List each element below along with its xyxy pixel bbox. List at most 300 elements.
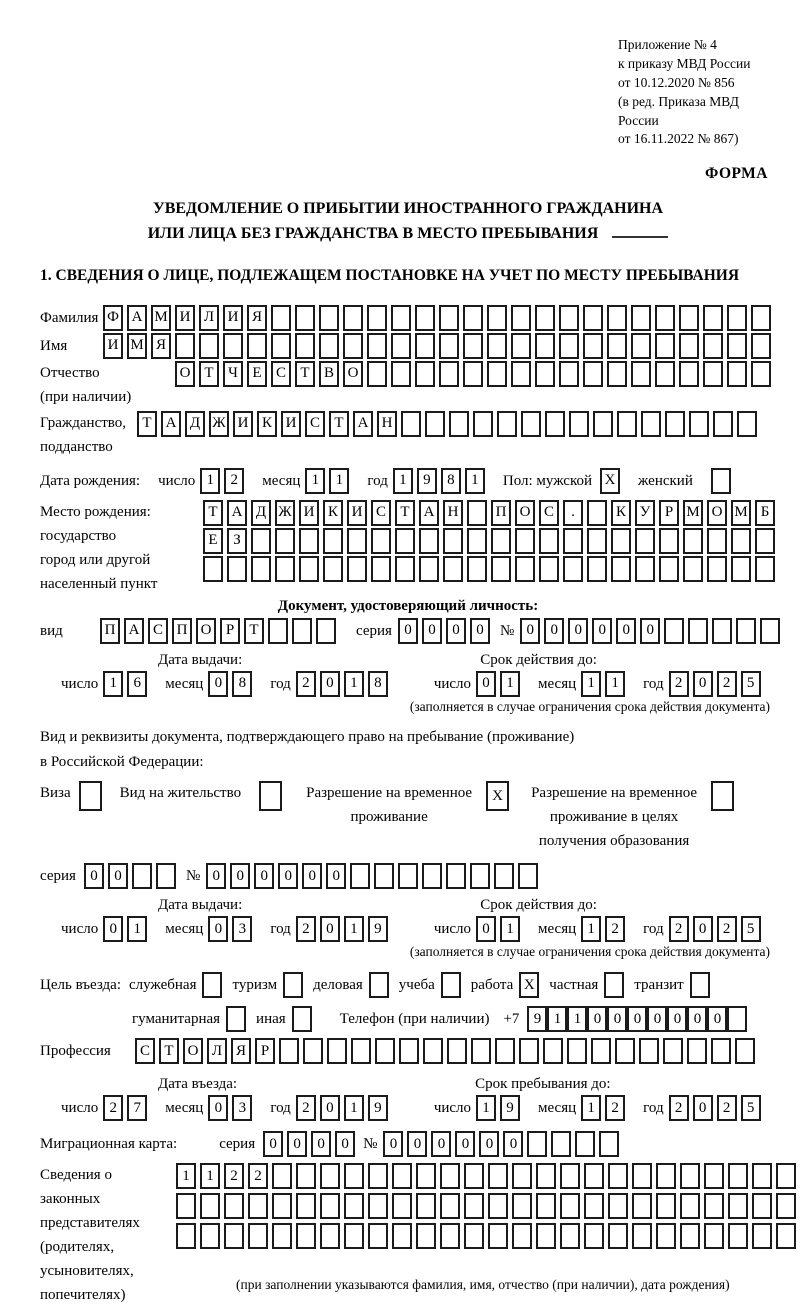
purpose-checkbox-private[interactable] xyxy=(604,972,624,998)
char-box[interactable]: Е xyxy=(247,361,267,387)
char-box[interactable]: 0 xyxy=(476,916,496,942)
char-box[interactable] xyxy=(292,618,312,644)
char-box[interactable] xyxy=(200,1193,220,1219)
char-box[interactable] xyxy=(203,556,223,582)
char-box[interactable]: 0 xyxy=(627,1006,647,1032)
purpose-checkbox-other[interactable] xyxy=(292,1006,312,1032)
char-box[interactable]: А xyxy=(127,305,147,331)
char-box[interactable]: Н xyxy=(377,411,397,437)
char-box[interactable]: И xyxy=(347,500,367,526)
char-box[interactable] xyxy=(587,528,607,554)
char-box[interactable] xyxy=(132,863,152,889)
char-box[interactable] xyxy=(545,411,565,437)
char-box[interactable] xyxy=(295,333,315,359)
char-box[interactable] xyxy=(551,1131,571,1157)
char-box[interactable] xyxy=(374,863,394,889)
char-box[interactable] xyxy=(391,361,411,387)
char-box[interactable] xyxy=(176,1193,196,1219)
char-box[interactable] xyxy=(776,1163,796,1189)
char-box[interactable] xyxy=(371,528,391,554)
char-box[interactable]: 1 xyxy=(200,468,220,494)
char-box[interactable] xyxy=(641,411,661,437)
char-box[interactable] xyxy=(395,528,415,554)
char-box[interactable]: Т xyxy=(137,411,157,437)
char-box[interactable]: 2 xyxy=(103,1095,123,1121)
char-box[interactable]: 2 xyxy=(296,916,316,942)
char-box[interactable] xyxy=(521,411,541,437)
char-box[interactable] xyxy=(367,305,387,331)
char-box[interactable]: Т xyxy=(244,618,264,644)
char-box[interactable] xyxy=(464,1163,484,1189)
char-box[interactable]: Т xyxy=(395,500,415,526)
char-box[interactable] xyxy=(371,556,391,582)
char-box[interactable]: 1 xyxy=(344,916,364,942)
char-box[interactable] xyxy=(664,618,684,644)
char-box[interactable]: 1 xyxy=(476,1095,496,1121)
char-box[interactable] xyxy=(368,1223,388,1249)
char-box[interactable] xyxy=(735,1038,755,1064)
char-box[interactable] xyxy=(344,1163,364,1189)
char-box[interactable]: 2 xyxy=(224,1163,244,1189)
char-box[interactable]: 0 xyxy=(667,1006,687,1032)
char-box[interactable]: 1 xyxy=(176,1163,196,1189)
char-box[interactable] xyxy=(487,333,507,359)
char-box[interactable] xyxy=(656,1223,676,1249)
char-box[interactable] xyxy=(707,556,727,582)
char-box[interactable] xyxy=(655,333,675,359)
char-box[interactable] xyxy=(319,333,339,359)
char-box[interactable] xyxy=(443,556,463,582)
char-box[interactable] xyxy=(703,305,723,331)
char-box[interactable] xyxy=(593,411,613,437)
rvp-education-checkbox[interactable] xyxy=(711,781,734,811)
char-box[interactable]: К xyxy=(323,500,343,526)
char-box[interactable] xyxy=(344,1223,364,1249)
char-box[interactable] xyxy=(463,361,483,387)
char-box[interactable] xyxy=(707,528,727,554)
char-box[interactable]: Т xyxy=(295,361,315,387)
char-box[interactable]: 2 xyxy=(669,916,689,942)
char-box[interactable] xyxy=(463,305,483,331)
char-box[interactable]: 0 xyxy=(544,618,564,644)
char-box[interactable] xyxy=(539,556,559,582)
char-box[interactable] xyxy=(491,556,511,582)
char-box[interactable] xyxy=(655,305,675,331)
char-box[interactable] xyxy=(368,1193,388,1219)
char-box[interactable] xyxy=(587,500,607,526)
char-box[interactable] xyxy=(635,556,655,582)
char-box[interactable] xyxy=(683,556,703,582)
char-box[interactable] xyxy=(463,333,483,359)
char-box[interactable] xyxy=(473,411,493,437)
char-box[interactable]: Р xyxy=(659,500,679,526)
char-box[interactable] xyxy=(323,556,343,582)
char-box[interactable] xyxy=(687,1038,707,1064)
char-box[interactable]: 8 xyxy=(368,671,388,697)
char-box[interactable]: М xyxy=(127,333,147,359)
char-box[interactable]: Е xyxy=(203,528,223,554)
char-box[interactable] xyxy=(728,1223,748,1249)
char-box[interactable] xyxy=(615,1038,635,1064)
char-box[interactable]: И xyxy=(103,333,123,359)
char-box[interactable]: 1 xyxy=(500,916,520,942)
char-box[interactable] xyxy=(683,528,703,554)
char-box[interactable] xyxy=(375,1038,395,1064)
char-box[interactable] xyxy=(608,1163,628,1189)
char-box[interactable]: П xyxy=(172,618,192,644)
char-box[interactable] xyxy=(663,1038,683,1064)
char-box[interactable] xyxy=(631,333,651,359)
visa-checkbox[interactable] xyxy=(79,781,102,811)
char-box[interactable] xyxy=(584,1223,604,1249)
char-box[interactable] xyxy=(751,361,771,387)
char-box[interactable]: 0 xyxy=(607,1006,627,1032)
char-box[interactable] xyxy=(296,1193,316,1219)
char-box[interactable] xyxy=(575,1131,595,1157)
char-box[interactable] xyxy=(415,361,435,387)
char-box[interactable] xyxy=(399,1038,419,1064)
char-box[interactable]: 1 xyxy=(581,1095,601,1121)
char-box[interactable] xyxy=(704,1223,724,1249)
char-box[interactable] xyxy=(655,361,675,387)
char-box[interactable] xyxy=(567,1038,587,1064)
char-box[interactable] xyxy=(320,1163,340,1189)
char-box[interactable] xyxy=(737,411,757,437)
char-box[interactable] xyxy=(731,556,751,582)
char-box[interactable]: 1 xyxy=(567,1006,587,1032)
char-box[interactable]: 1 xyxy=(103,671,123,697)
char-box[interactable]: 2 xyxy=(605,1095,625,1121)
char-box[interactable] xyxy=(279,1038,299,1064)
char-box[interactable]: А xyxy=(161,411,181,437)
char-box[interactable] xyxy=(665,411,685,437)
purpose-checkbox-tourism[interactable] xyxy=(283,972,303,998)
char-box[interactable] xyxy=(392,1163,412,1189)
char-box[interactable]: 0 xyxy=(446,618,466,644)
char-box[interactable]: 0 xyxy=(278,863,298,889)
char-box[interactable]: М xyxy=(151,305,171,331)
char-box[interactable] xyxy=(395,556,415,582)
char-box[interactable]: 9 xyxy=(527,1006,547,1032)
char-box[interactable] xyxy=(559,333,579,359)
char-box[interactable] xyxy=(425,411,445,437)
char-box[interactable]: А xyxy=(419,500,439,526)
char-box[interactable]: 2 xyxy=(296,1095,316,1121)
char-box[interactable]: Т xyxy=(159,1038,179,1064)
char-box[interactable]: 0 xyxy=(84,863,104,889)
char-box[interactable] xyxy=(392,1223,412,1249)
char-box[interactable] xyxy=(704,1193,724,1219)
char-box[interactable] xyxy=(611,556,631,582)
char-box[interactable] xyxy=(368,1163,388,1189)
char-box[interactable] xyxy=(752,1223,772,1249)
char-box[interactable] xyxy=(271,305,291,331)
char-box[interactable] xyxy=(416,1193,436,1219)
char-box[interactable] xyxy=(248,1223,268,1249)
char-box[interactable]: 0 xyxy=(707,1006,727,1032)
char-box[interactable]: 8 xyxy=(441,468,461,494)
char-box[interactable] xyxy=(175,333,195,359)
char-box[interactable] xyxy=(350,863,370,889)
char-box[interactable]: 2 xyxy=(717,916,737,942)
char-box[interactable]: 1 xyxy=(547,1006,567,1032)
char-box[interactable] xyxy=(512,1223,532,1249)
char-box[interactable]: Д xyxy=(251,500,271,526)
char-box[interactable] xyxy=(439,305,459,331)
char-box[interactable] xyxy=(487,361,507,387)
char-box[interactable]: К xyxy=(257,411,277,437)
char-box[interactable]: В xyxy=(319,361,339,387)
char-box[interactable] xyxy=(491,528,511,554)
char-box[interactable]: М xyxy=(683,500,703,526)
char-box[interactable] xyxy=(563,528,583,554)
char-box[interactable] xyxy=(536,1163,556,1189)
char-box[interactable]: 0 xyxy=(693,916,713,942)
char-box[interactable] xyxy=(488,1163,508,1189)
char-box[interactable]: 1 xyxy=(581,671,601,697)
char-box[interactable] xyxy=(536,1223,556,1249)
char-box[interactable] xyxy=(464,1223,484,1249)
char-box[interactable] xyxy=(224,1223,244,1249)
char-box[interactable] xyxy=(446,863,466,889)
char-box[interactable] xyxy=(563,556,583,582)
char-box[interactable]: 9 xyxy=(417,468,437,494)
char-box[interactable] xyxy=(608,1223,628,1249)
char-box[interactable]: А xyxy=(227,500,247,526)
char-box[interactable] xyxy=(470,863,490,889)
char-box[interactable] xyxy=(680,1163,700,1189)
char-box[interactable] xyxy=(416,1223,436,1249)
char-box[interactable] xyxy=(494,863,514,889)
char-box[interactable]: 7 xyxy=(127,1095,147,1121)
char-box[interactable] xyxy=(512,1163,532,1189)
char-box[interactable]: 0 xyxy=(587,1006,607,1032)
char-box[interactable]: П xyxy=(100,618,120,644)
char-box[interactable]: О xyxy=(196,618,216,644)
char-box[interactable] xyxy=(536,1193,556,1219)
char-box[interactable] xyxy=(727,305,747,331)
char-box[interactable] xyxy=(703,361,723,387)
char-box[interactable] xyxy=(632,1163,652,1189)
char-box[interactable]: 5 xyxy=(741,671,761,697)
char-box[interactable]: Р xyxy=(255,1038,275,1064)
char-box[interactable] xyxy=(419,528,439,554)
char-box[interactable]: 0 xyxy=(254,863,274,889)
char-box[interactable] xyxy=(689,411,709,437)
char-box[interactable] xyxy=(440,1163,460,1189)
char-box[interactable]: С xyxy=(539,500,559,526)
char-box[interactable]: 1 xyxy=(581,916,601,942)
char-box[interactable]: И xyxy=(175,305,195,331)
char-box[interactable]: Я xyxy=(151,333,171,359)
char-box[interactable]: Я xyxy=(231,1038,251,1064)
char-box[interactable] xyxy=(728,1163,748,1189)
char-box[interactable]: 1 xyxy=(344,1095,364,1121)
char-box[interactable]: П xyxy=(491,500,511,526)
char-box[interactable]: 0 xyxy=(208,916,228,942)
char-box[interactable]: 0 xyxy=(520,618,540,644)
char-box[interactable] xyxy=(344,1193,364,1219)
char-box[interactable] xyxy=(560,1223,580,1249)
char-box[interactable] xyxy=(535,361,555,387)
char-box[interactable] xyxy=(415,333,435,359)
char-box[interactable] xyxy=(659,556,679,582)
char-box[interactable]: 0 xyxy=(431,1131,451,1157)
char-box[interactable] xyxy=(776,1193,796,1219)
char-box[interactable] xyxy=(440,1223,460,1249)
char-box[interactable]: 2 xyxy=(605,916,625,942)
char-box[interactable]: С xyxy=(271,361,291,387)
char-box[interactable] xyxy=(275,528,295,554)
char-box[interactable] xyxy=(679,305,699,331)
char-box[interactable]: 0 xyxy=(476,671,496,697)
char-box[interactable] xyxy=(495,1038,515,1064)
char-box[interactable] xyxy=(751,305,771,331)
char-box[interactable] xyxy=(512,1193,532,1219)
char-box[interactable]: 2 xyxy=(224,468,244,494)
char-box[interactable] xyxy=(295,305,315,331)
char-box[interactable] xyxy=(401,411,421,437)
char-box[interactable] xyxy=(639,1038,659,1064)
char-box[interactable] xyxy=(176,1223,196,1249)
char-box[interactable] xyxy=(416,1163,436,1189)
purpose-checkbox-humanitarian[interactable] xyxy=(226,1006,246,1032)
char-box[interactable]: К xyxy=(611,500,631,526)
char-box[interactable]: 0 xyxy=(503,1131,523,1157)
char-box[interactable] xyxy=(617,411,637,437)
char-box[interactable] xyxy=(515,528,535,554)
char-box[interactable]: Ж xyxy=(209,411,229,437)
char-box[interactable] xyxy=(583,333,603,359)
char-box[interactable]: 0 xyxy=(263,1131,283,1157)
char-box[interactable]: Т xyxy=(329,411,349,437)
char-box[interactable]: Ж xyxy=(275,500,295,526)
char-box[interactable]: 9 xyxy=(368,916,388,942)
char-box[interactable]: 0 xyxy=(230,863,250,889)
char-box[interactable]: 1 xyxy=(605,671,625,697)
char-box[interactable] xyxy=(272,1193,292,1219)
char-box[interactable]: И xyxy=(223,305,243,331)
char-box[interactable]: 0 xyxy=(568,618,588,644)
char-box[interactable]: 0 xyxy=(592,618,612,644)
char-box[interactable] xyxy=(632,1193,652,1219)
char-box[interactable] xyxy=(391,333,411,359)
char-box[interactable]: 0 xyxy=(398,618,418,644)
char-box[interactable]: С xyxy=(371,500,391,526)
char-box[interactable]: 5 xyxy=(741,1095,761,1121)
char-box[interactable]: О xyxy=(515,500,535,526)
char-box[interactable]: О xyxy=(183,1038,203,1064)
char-box[interactable] xyxy=(632,1223,652,1249)
char-box[interactable] xyxy=(296,1163,316,1189)
char-box[interactable] xyxy=(731,528,751,554)
char-box[interactable] xyxy=(423,1038,443,1064)
char-box[interactable] xyxy=(200,1223,220,1249)
char-box[interactable] xyxy=(635,528,655,554)
gender-female-checkbox[interactable] xyxy=(711,468,731,494)
char-box[interactable] xyxy=(467,556,487,582)
char-box[interactable]: 1 xyxy=(200,1163,220,1189)
char-box[interactable] xyxy=(679,361,699,387)
char-box[interactable]: О xyxy=(707,500,727,526)
char-box[interactable]: 0 xyxy=(407,1131,427,1157)
char-box[interactable] xyxy=(559,305,579,331)
char-box[interactable] xyxy=(727,1006,747,1032)
char-box[interactable] xyxy=(367,333,387,359)
purpose-checkbox-official[interactable] xyxy=(202,972,222,998)
char-box[interactable] xyxy=(755,528,775,554)
char-box[interactable] xyxy=(703,333,723,359)
char-box[interactable] xyxy=(320,1193,340,1219)
char-box[interactable]: 2 xyxy=(248,1163,268,1189)
char-box[interactable]: Т xyxy=(203,500,223,526)
char-box[interactable] xyxy=(275,556,295,582)
char-box[interactable]: Б xyxy=(755,500,775,526)
char-box[interactable] xyxy=(711,1038,731,1064)
purpose-checkbox-study[interactable] xyxy=(441,972,461,998)
char-box[interactable] xyxy=(511,333,531,359)
char-box[interactable]: 2 xyxy=(669,1095,689,1121)
char-box[interactable] xyxy=(251,528,271,554)
char-box[interactable] xyxy=(316,618,336,644)
char-box[interactable] xyxy=(587,556,607,582)
char-box[interactable] xyxy=(247,333,267,359)
char-box[interactable]: 5 xyxy=(741,916,761,942)
char-box[interactable] xyxy=(224,1193,244,1219)
char-box[interactable] xyxy=(591,1038,611,1064)
residence-permit-checkbox[interactable] xyxy=(259,781,282,811)
char-box[interactable]: 8 xyxy=(232,671,252,697)
char-box[interactable]: С xyxy=(305,411,325,437)
char-box[interactable] xyxy=(251,556,271,582)
char-box[interactable]: 1 xyxy=(465,468,485,494)
char-box[interactable]: Д xyxy=(185,411,205,437)
char-box[interactable] xyxy=(728,1193,748,1219)
char-box[interactable] xyxy=(607,305,627,331)
char-box[interactable]: 1 xyxy=(393,468,413,494)
char-box[interactable] xyxy=(248,1193,268,1219)
char-box[interactable] xyxy=(727,361,747,387)
char-box[interactable] xyxy=(736,618,756,644)
char-box[interactable]: 3 xyxy=(232,1095,252,1121)
char-box[interactable] xyxy=(467,500,487,526)
char-box[interactable] xyxy=(518,863,538,889)
char-box[interactable]: 0 xyxy=(108,863,128,889)
char-box[interactable] xyxy=(608,1193,628,1219)
char-box[interactable] xyxy=(776,1223,796,1249)
char-box[interactable] xyxy=(560,1193,580,1219)
char-box[interactable]: 0 xyxy=(208,1095,228,1121)
char-box[interactable] xyxy=(347,528,367,554)
char-box[interactable]: Т xyxy=(199,361,219,387)
char-box[interactable] xyxy=(584,1163,604,1189)
char-box[interactable]: 0 xyxy=(455,1131,475,1157)
char-box[interactable]: 0 xyxy=(616,618,636,644)
char-box[interactable]: 1 xyxy=(329,468,349,494)
char-box[interactable]: О xyxy=(343,361,363,387)
char-box[interactable] xyxy=(439,333,459,359)
char-box[interactable]: 0 xyxy=(287,1131,307,1157)
char-box[interactable] xyxy=(268,618,288,644)
purpose-checkbox-transit[interactable] xyxy=(690,972,710,998)
char-box[interactable] xyxy=(471,1038,491,1064)
char-box[interactable]: А xyxy=(124,618,144,644)
char-box[interactable] xyxy=(449,411,469,437)
char-box[interactable] xyxy=(199,333,219,359)
char-box[interactable]: У xyxy=(635,500,655,526)
char-box[interactable] xyxy=(272,1163,292,1189)
char-box[interactable] xyxy=(727,333,747,359)
